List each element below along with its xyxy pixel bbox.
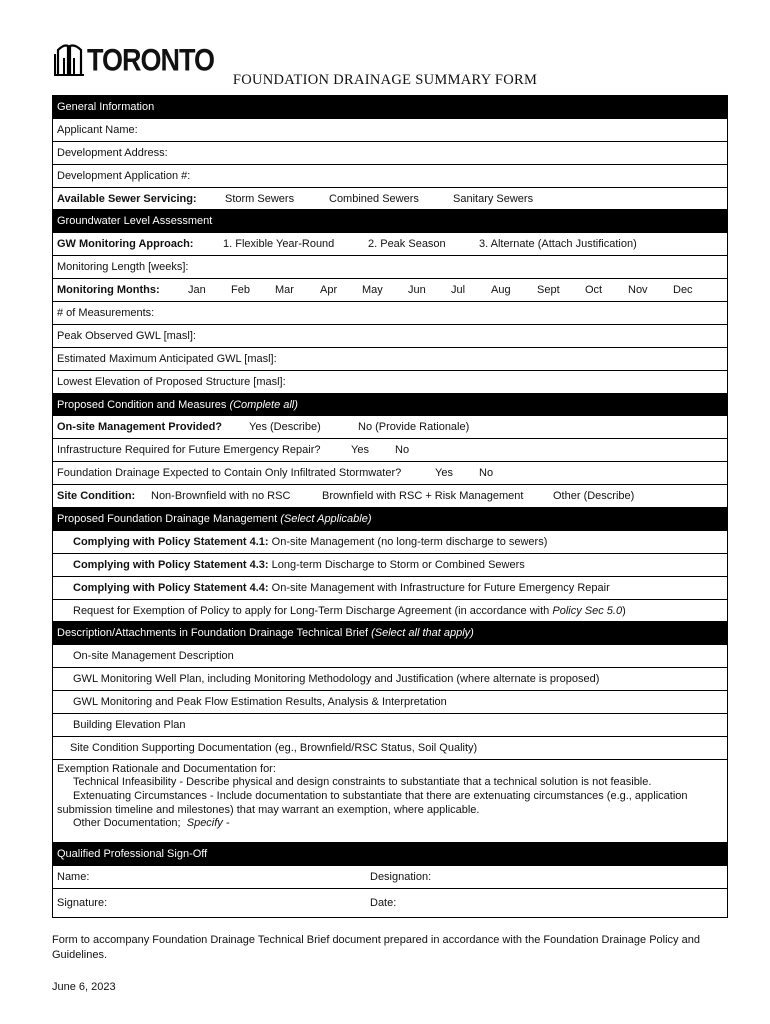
name-field[interactable]: Name: (57, 870, 90, 883)
section-header-attachments (53, 622, 727, 645)
infrastructure-row (53, 439, 727, 462)
header-note: (Complete all) (229, 398, 298, 411)
month-jun[interactable]: Jun (408, 284, 426, 297)
exemption-rationale-block (53, 760, 727, 843)
footer-note: Form to accompany Foundation Drainage Technical Brief document prepared in accordance with the Foundation Drainage Policy and Guidelines. (52, 934, 700, 961)
monitoring-months-row (53, 279, 727, 302)
document-date: June 6, 2023 (52, 981, 116, 993)
gw-approach-row (53, 233, 727, 256)
development-application-field[interactable]: Development Application #: (53, 165, 727, 188)
attachment-building-elevation[interactable]: Building Elevation Plan (53, 714, 727, 737)
month-may[interactable]: May (362, 284, 383, 297)
measurements-field[interactable]: # of Measurements: (53, 302, 727, 325)
sewer-servicing-row (53, 188, 727, 211)
option-drainage-yes[interactable]: Yes (435, 467, 453, 480)
month-nov[interactable]: Nov (628, 284, 648, 297)
management-option-exemption[interactable] (53, 600, 727, 623)
attachment-monitoring-results[interactable]: GWL Monitoring and Peak Flow Estimation Results, Analysis & Interpretation (53, 691, 727, 714)
attachment-monitoring-plan[interactable]: GWL Monitoring Well Plan, including Monitoring Methodology and Justification (where alternate is proposed) (53, 668, 727, 691)
month-mar[interactable]: Mar (275, 284, 294, 297)
estimated-gwl-field[interactable]: Estimated Maximum Anticipated GWL [masl]: (53, 348, 727, 371)
policy-label: Complying with Policy Statement 4.4: (73, 581, 269, 594)
month-aug[interactable]: Aug (491, 284, 511, 297)
gw-approach-label: GW Monitoring Approach: (57, 238, 194, 251)
month-oct[interactable]: Oct (585, 284, 603, 297)
exemption-end: ) (622, 604, 626, 617)
site-condition-label: Site Condition: (57, 490, 136, 503)
exemption-text: Request for Exemption of Policy to apply for Long-Term Discharge Agreement (in accordance with (73, 604, 550, 617)
option-drainage-no[interactable]: No (479, 467, 494, 480)
option-alternate[interactable]: 3. Alternate (Attach Justification) (479, 238, 637, 251)
header-note: (Select Applicable) (280, 512, 372, 525)
onsite-management-label: On-site Management Provided? (57, 421, 223, 434)
attachment-onsite-description[interactable]: On-site Management Description (53, 645, 727, 668)
date-field[interactable]: Date: (370, 896, 397, 909)
option-peak-season[interactable]: 2. Peak Season (368, 238, 446, 251)
policy-text: On-site Management (no long-term discharge to sewers) (268, 535, 548, 548)
month-dec[interactable]: Dec (673, 284, 693, 297)
section-header-management (53, 508, 727, 531)
option-flexible-year-round[interactable]: 1. Flexible Year-Round (223, 238, 335, 251)
policy-text: Long-term Discharge to Storm or Combined Sewers (268, 558, 525, 571)
header-text: Proposed Condition and Measures (57, 398, 227, 411)
development-address-field[interactable]: Development Address: (53, 142, 727, 165)
other-specify: Specify - (186, 817, 230, 830)
monitoring-length-field[interactable]: Monitoring Length [weeks]: (53, 256, 727, 279)
option-infra-yes[interactable]: Yes (351, 444, 369, 457)
month-jul[interactable]: Jul (451, 284, 466, 297)
option-storm-sewers[interactable]: Storm Sewers (225, 192, 295, 205)
site-condition-row (53, 485, 727, 508)
header-text: Proposed Foundation Drainage Management (57, 512, 278, 525)
option-onsite-yes[interactable]: Yes (Describe) (249, 421, 321, 434)
infrastructure-label: Infrastructure Required for Future Emergency Repair? (57, 444, 321, 457)
designation-field[interactable]: Designation: (370, 870, 432, 883)
section-header-general: General Information (53, 96, 727, 119)
month-feb[interactable]: Feb (231, 284, 250, 297)
header-note: (Select all that apply) (371, 627, 474, 640)
option-combined-sewers[interactable]: Combined Sewers (329, 192, 419, 205)
header-text: Description/Attachments in Foundation Drainage Technical Brief (57, 627, 369, 640)
attachment-site-condition[interactable]: Site Condition Supporting Documentation (eg., Brownfield/RSC Status, Soil Quality) (53, 737, 727, 760)
signoff-row-2 (53, 889, 727, 917)
management-option-4-4[interactable] (53, 577, 727, 600)
policy-text: On-site Management with Infrastructure for Future Emergency Repair (268, 581, 610, 594)
management-option-4-3[interactable] (53, 554, 727, 577)
drainage-stormwater-label: Foundation Drainage Expected to Contain Only Infiltrated Stormwater? (57, 467, 402, 480)
month-apr[interactable]: Apr (320, 284, 338, 297)
option-sanitary-sewers[interactable]: Sanitary Sewers (453, 192, 534, 205)
policy-label: Complying with Policy Statement 4.1: (73, 535, 269, 548)
option-non-brownfield[interactable]: Non-Brownfield with no RSC (151, 490, 291, 503)
form-title: FOUNDATION DRAINAGE SUMMARY FORM (232, 72, 538, 88)
technical-infeasibility[interactable]: Technical Infeasibility - Describe physical and design constraints to substantiate that a technical solution is not feasible. (73, 776, 652, 789)
sewer-servicing-label: Available Sewer Servicing: (57, 192, 197, 205)
logo-text: TORONTO (87, 42, 215, 78)
month-sept[interactable]: Sept (537, 284, 560, 297)
signoff-row-1 (53, 866, 727, 889)
policy-label: Complying with Policy Statement 4.3: (73, 558, 269, 571)
section-header-signoff: Qualified Professional Sign-Off (53, 843, 727, 866)
exemption-policy: Policy Sec 5.0 (552, 604, 623, 617)
option-brownfield-rsc[interactable]: Brownfield with RSC + Risk Management (322, 490, 524, 503)
option-infra-no[interactable]: No (395, 444, 410, 457)
section-header-groundwater: Groundwater Level Assessment (53, 210, 727, 233)
lowest-elevation-field[interactable]: Lowest Elevation of Proposed Structure [masl]: (53, 371, 727, 394)
peak-gwl-field[interactable]: Peak Observed GWL [masl]: (53, 325, 727, 348)
section-header-proposed (53, 394, 727, 417)
monitoring-months-label: Monitoring Months: (57, 284, 160, 297)
option-onsite-no[interactable]: No (Provide Rationale) (358, 421, 470, 434)
other-label: Other Documentation; (73, 817, 184, 830)
other-documentation[interactable] (57, 817, 727, 831)
extenuating-circumstances-cont: submission timeline and milestones) that may warrant an exemption, where applicable. (57, 803, 480, 816)
exemption-rationale-title: Exemption Rationale and Documentation for: (57, 762, 276, 775)
drainage-stormwater-row (53, 462, 727, 485)
onsite-management-row (53, 416, 727, 439)
applicant-name-field[interactable]: Applicant Name: (53, 119, 727, 142)
month-jan[interactable]: Jan (188, 284, 206, 297)
extenuating-circumstances[interactable]: Extenuating Circumstances - Include documentation to substantiate that there are extenuating circumstances (e.g., application (73, 790, 688, 803)
signature-field[interactable]: Signature: (57, 896, 108, 909)
option-other-describe[interactable]: Other (Describe) (553, 490, 635, 503)
form-table (52, 95, 728, 918)
management-option-4-1[interactable] (53, 531, 727, 554)
